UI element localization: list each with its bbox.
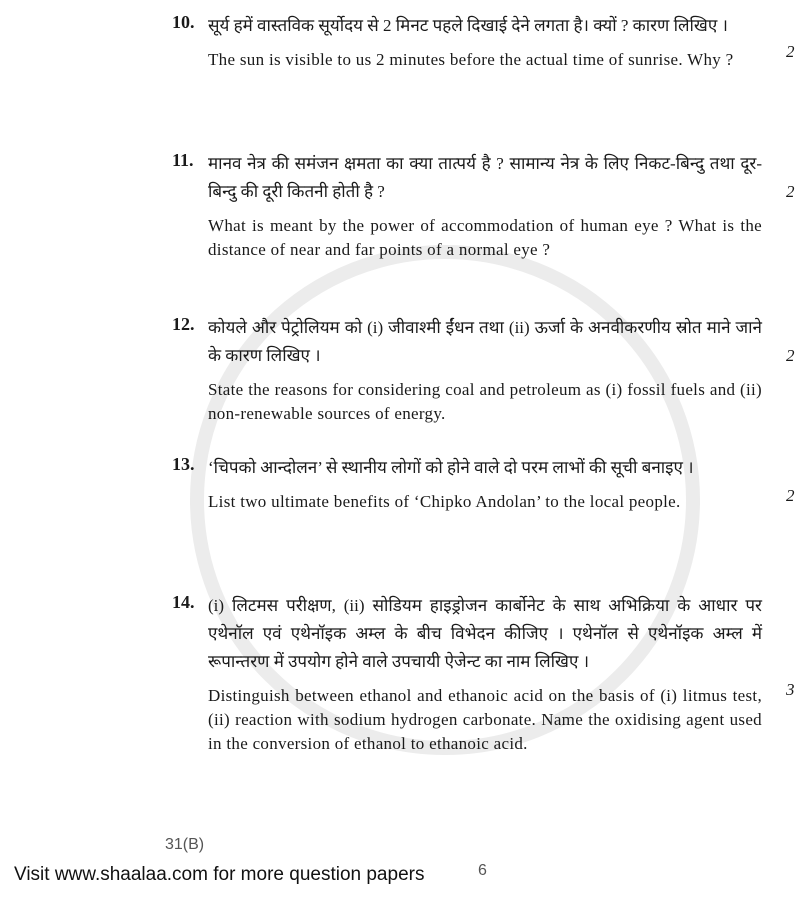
marks: 2 <box>786 486 795 505</box>
question-14 <box>172 592 795 756</box>
question-number: 11. <box>172 150 194 170</box>
question-hindi: (i) लिटमस परीक्षण, (ii) सोडियम हाइड्रोजन कार्बोनेट के साथ अभिक्रिया के आधार पर एथेनॉल एवं एथेनॉइक अम्ल के बीच विभेदन कीजिए । एथेनॉल से एथेनॉइक अम्ल में रूपान्तरण में उपयोग होने वाले उपचायी ऐजेन्ट का नाम लिखिए । <box>208 596 762 671</box>
question-number: 12. <box>172 314 195 334</box>
marks: 2 <box>786 42 795 61</box>
question-10 <box>172 12 795 72</box>
question-english: State the reasons for considering coal and petroleum as (i) fossil fuels and (ii) non-renewable sources of energy. <box>208 380 762 423</box>
marks: 2 <box>786 346 795 365</box>
question-english: Distinguish between ethanol and ethanoic acid on the basis of (i) litmus test, (ii) reaction with sodium hydrogen carbonate. Name the oxidising agent used in the conversion of ethanol to ethanoic acid. <box>208 686 762 753</box>
question-hindi: मानव नेत्र की समंजन क्षमता का क्या तात्पर्य है ? सामान्य नेत्र के लिए निकट-बिन्दु तथा दूर-बिन्दु की दूरी कितनी होती है ? <box>208 154 762 201</box>
question-hindi: सूर्य हमें वास्तविक सूर्योदय से 2 मिनट पहले दिखाई देने लगता है। क्यों ? कारण लिखिए । <box>208 16 728 35</box>
question-english: List two ultimate benefits of ‘Chipko Andolan’ to the local people. <box>208 492 681 511</box>
question-11 <box>172 150 795 262</box>
question-number: 13. <box>172 454 195 474</box>
question-english: What is meant by the power of accommodation of human eye ? What is the distance of near and far points of a normal eye ? <box>208 216 762 259</box>
marks: 2 <box>786 182 795 201</box>
question-12 <box>172 314 795 426</box>
question-13 <box>172 454 795 514</box>
visit-link[interactable]: Visit www.shaalaa.com for more question papers <box>14 864 425 885</box>
question-hindi: कोयले और पेट्रोलियम को (i) जीवाश्मी ईंधन तथा (ii) ऊर्जा के अनवीकरणीय स्रोत माने जाने के कारण लिखिए । <box>208 318 762 365</box>
question-english: The sun is visible to us 2 minutes before the actual time of sunrise. Why ? <box>208 50 734 69</box>
question-number: 14. <box>172 592 195 612</box>
marks: 3 <box>786 680 795 699</box>
question-hindi: ‘चिपको आन्दोलन’ से स्थानीय लोगों को होने वाले दो परम लाभों की सूची बनाइए । <box>208 458 694 477</box>
question-number: 10. <box>172 12 195 32</box>
paper-code: 31(B) <box>165 836 205 853</box>
page-number: 6 <box>478 862 487 879</box>
